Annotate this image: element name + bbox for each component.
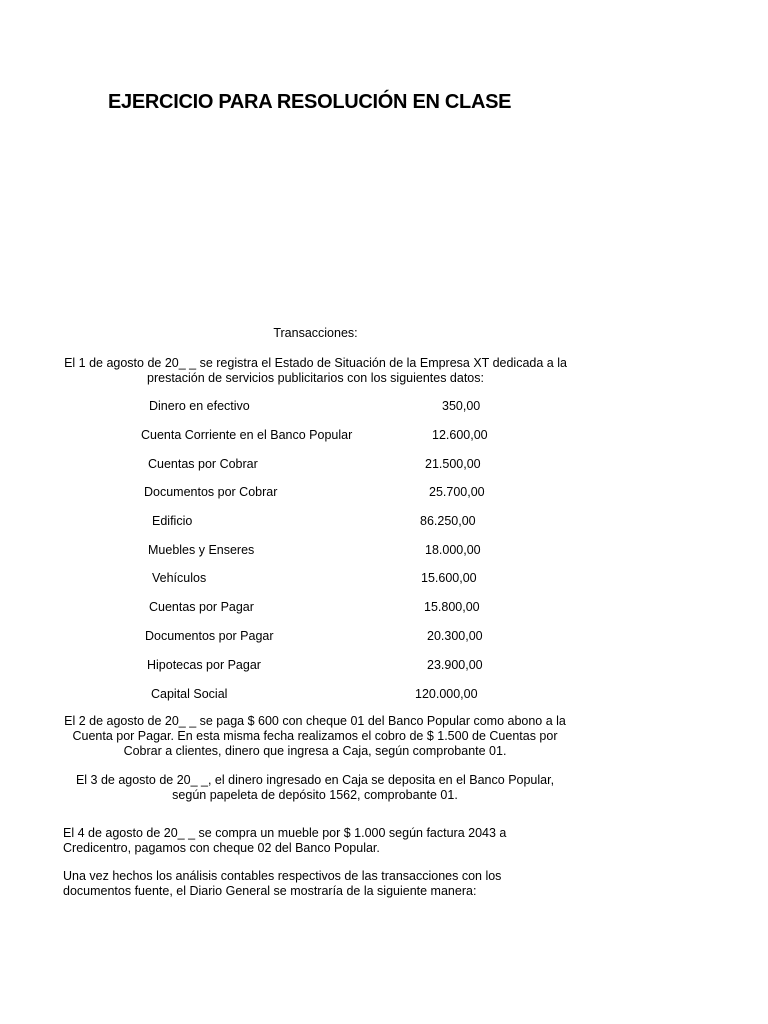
aug3-line-1: El 3 de agosto de 20_ _, el dinero ingresado en Caja se deposita en el Banco Popular, (75, 773, 555, 787)
account-value: 21.500,00 (425, 457, 481, 471)
aug2-line-2: Cuenta por Pagar. En esta misma fecha realizamos el cobro de $ 1.500 de Cuentas por (72, 729, 558, 743)
account-label: Hipotecas por Pagar (147, 658, 261, 672)
account-label: Dinero en efectivo (149, 399, 250, 413)
intro-line-2: prestación de servicios publicitarios con los siguientes datos: (147, 371, 484, 385)
intro-line-1: El 1 de agosto de 20_ _ se registra el Estado de Situación de la Empresa XT dedicada a la (64, 356, 567, 370)
aug2-line-3: Cobrar a clientes, dinero que ingresa a Caja, según comprobante 01. (123, 744, 507, 758)
aug2-line-1: El 2 de agosto de 20_ _ se paga $ 600 con cheque 01 del Banco Popular como abono a la (64, 714, 566, 728)
page-title: EJERCICIO PARA RESOLUCIÓN EN CLASE (108, 91, 512, 113)
aug4-line-2: Credicentro, pagamos con cheque 02 del Banco Popular. (63, 841, 380, 855)
transactions-heading: Transacciones: (273, 326, 358, 340)
account-value: 120.000,00 (415, 687, 478, 701)
closing-line-2: documentos fuente, el Diario General se mostraría de la siguiente manera: (63, 884, 477, 898)
aug4-line-1: El 4 de agosto de 20_ _ se compra un mueble por $ 1.000 según factura 2043 a (63, 826, 507, 840)
account-label: Vehículos (152, 571, 207, 585)
account-value: 15.800,00 (424, 600, 480, 614)
account-label: Edificio (152, 514, 193, 528)
aug3-line-2: según papeleta de depósito 1562, comprobante 01. (172, 788, 458, 802)
account-label: Cuentas por Cobrar (148, 457, 258, 471)
account-label: Muebles y Enseres (148, 543, 255, 557)
account-value: 20.300,00 (427, 629, 483, 643)
account-value: 15.600,00 (421, 571, 477, 585)
account-value: 23.900,00 (427, 658, 483, 672)
account-value: 350,00 (442, 399, 481, 413)
closing-line-1: Una vez hechos los análisis contables respectivos de las transacciones con los (63, 869, 502, 883)
account-label: Documentos por Cobrar (144, 485, 278, 499)
account-label: Cuenta Corriente en el Banco Popular (141, 428, 353, 442)
account-label: Documentos por Pagar (145, 629, 274, 643)
account-label: Capital Social (151, 687, 228, 701)
account-value: 18.000,00 (425, 543, 481, 557)
account-value: 25.700,00 (429, 485, 485, 499)
account-value: 12.600,00 (432, 428, 488, 442)
account-value: 86.250,00 (420, 514, 476, 528)
account-label: Cuentas por Pagar (149, 600, 254, 614)
